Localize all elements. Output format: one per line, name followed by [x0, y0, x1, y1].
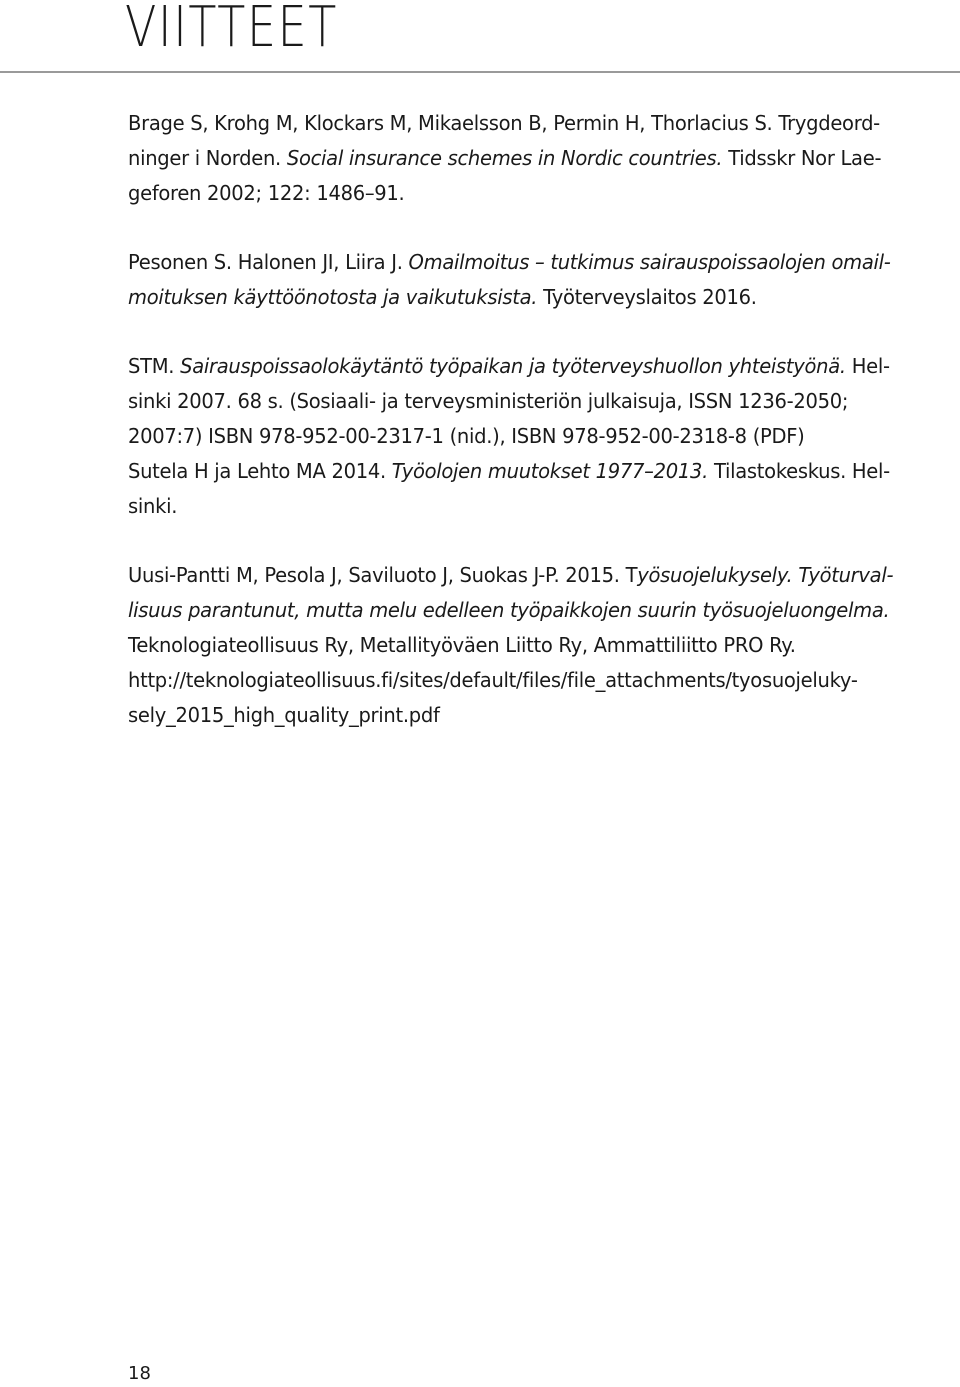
reference-title-text: Social insurance schemes in Nordic countries.	[286, 146, 723, 170]
reference-text: sinki 2007. 68 s. (Sosiaali- ja terveysministeriön julkaisuja, ISSN 1236-2050;	[128, 389, 849, 413]
reference-text: http://teknologiateollisuus.fi/sites/default/files/file_attachments/tyosuojeluky-	[128, 668, 858, 692]
reference-text: Tilastokeskus. Hel-	[708, 459, 890, 483]
reference-line	[128, 698, 940, 733]
reference-text: Pesonen S. Halonen JI, Liira J.	[128, 250, 409, 274]
reference-text: Työterveyslaitos 2016.	[537, 285, 757, 309]
reference-title-text: Omailmoitus – tutkimus sairauspoissaolojen omail-	[408, 250, 891, 274]
reference-text: Brage S, Krohg M, Klockars M, Mikaelsson B, Permin H, Thorlacius S. Trygdeord-	[128, 111, 880, 135]
reference-text: Hel-	[845, 354, 890, 378]
reference-text: geforen 2002; 122: 1486–91.	[128, 181, 405, 205]
title-divider	[0, 71, 960, 73]
reference-entry	[128, 558, 960, 733]
reference-title-text: moituksen käyttöönotosta ja vaikutuksista.	[128, 285, 538, 309]
reference-title-text: yösuojelukysely. Työturval-	[637, 563, 894, 587]
reference-text: Uusi-Pantti M, Pesola J, Saviluoto J, Suokas J-P. 2015. T	[128, 563, 638, 587]
page-title: VIITTEET	[125, 0, 338, 60]
reference-entry	[128, 245, 960, 315]
reference-line	[128, 663, 940, 698]
reference-line	[128, 489, 940, 524]
reference-line	[128, 141, 940, 176]
reference-text: STM.	[128, 354, 181, 378]
reference-line	[128, 558, 940, 593]
reference-line	[128, 419, 940, 454]
reference-line	[128, 454, 940, 489]
reference-title-text: Sairauspoissaolokäytäntö työpaikan ja työterveyshuollon yhteistyönä.	[180, 354, 846, 378]
reference-line	[128, 628, 940, 663]
reference-text: Sutela H ja Lehto MA 2014.	[128, 459, 392, 483]
reference-text: Teknologiateollisuus Ry, Metallityöväen Liitto Ry, Ammattiliitto PRO Ry.	[128, 633, 796, 657]
reference-line	[128, 245, 940, 280]
reference-title-text: Työolojen muutokset 1977–2013.	[391, 459, 709, 483]
reference-line	[128, 176, 940, 211]
reference-line	[128, 593, 940, 628]
reference-text: sinki.	[128, 494, 178, 518]
reference-list	[128, 106, 960, 767]
reference-text: ninger i Norden.	[128, 146, 287, 170]
reference-line	[128, 349, 940, 384]
reference-text: sely_2015_high_quality_print.pdf	[128, 703, 440, 727]
reference-entry	[128, 349, 960, 524]
reference-text: 2007:7) ISBN 978-952-00-2317-1 (nid.), ISBN 978-952-00-2318-8 (PDF)	[128, 424, 805, 448]
reference-line	[128, 384, 940, 419]
reference-title-text: lisuus parantunut, mutta melu edelleen työpaikkojen suurin työsuojeluongelma.	[128, 598, 890, 622]
reference-line	[128, 106, 940, 141]
reference-entry	[128, 106, 960, 211]
page-number: 18	[128, 1363, 151, 1384]
reference-text: Tidsskr Nor Lae-	[722, 146, 882, 170]
reference-line	[128, 280, 940, 315]
